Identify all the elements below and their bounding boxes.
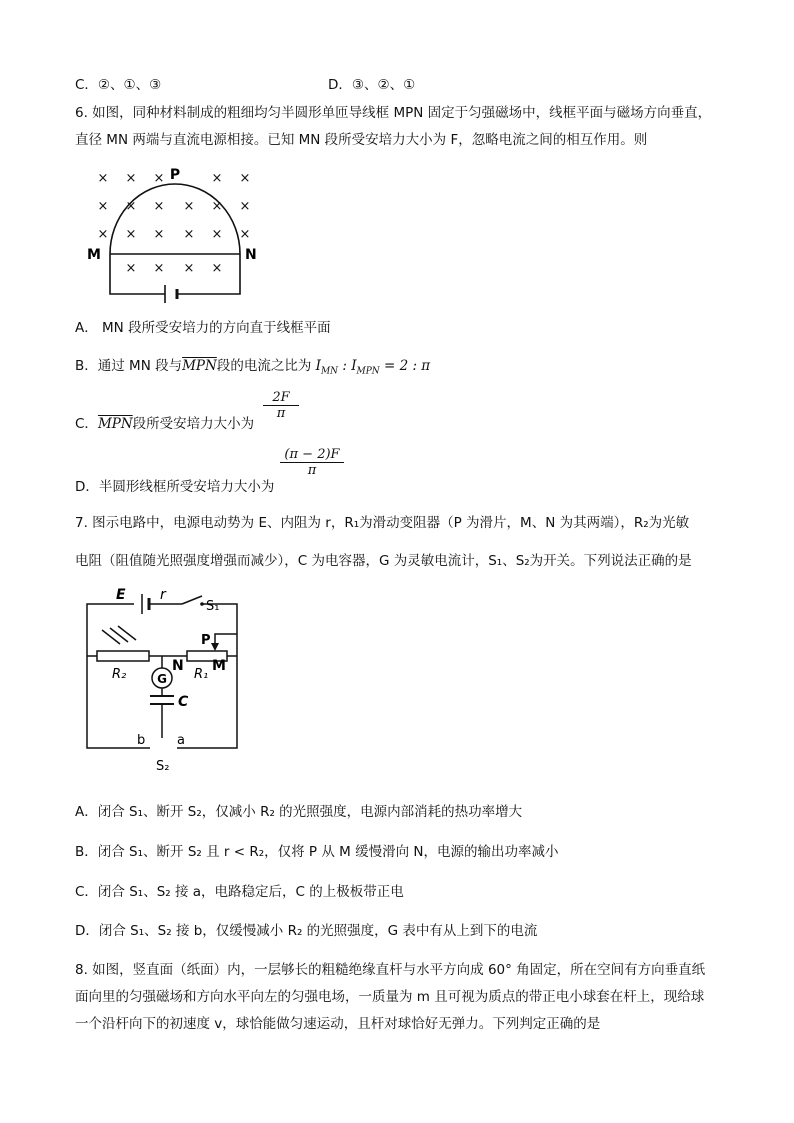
svg-text:×: ×	[97, 227, 109, 242]
arc-mpn: $\overline{MPN}$	[182, 358, 217, 374]
q6-option-d: D．半圆形线框所受安培力大小为	[75, 479, 275, 495]
svg-text:×: ×	[183, 199, 195, 214]
svg-text:C: C	[178, 694, 189, 710]
q6-option-b-prefix: B．通过 MN 段与	[75, 358, 183, 374]
svg-text:×: ×	[153, 227, 165, 242]
svg-text:S₂: S₂	[156, 759, 170, 774]
current-ratio: $I_{MN}$ : $I_{MPN} = 2$ : π	[315, 358, 431, 377]
svg-text:×: ×	[211, 199, 223, 214]
svg-text:×: ×	[239, 171, 251, 186]
q6-stem-line2: 直径 MN 两端与直流电源相接。已知 MN 段所受安培力大小为 F，忽略电流之间的相互作用。则	[75, 132, 648, 148]
label-p: P	[169, 167, 181, 183]
svg-text:×: ×	[97, 199, 109, 214]
svg-text:×: ×	[211, 171, 223, 186]
q6-option-c-fraction: $\frac{2F}{\pi}$	[263, 390, 299, 421]
label-m: M	[87, 247, 101, 263]
svg-text:×: ×	[211, 227, 223, 242]
svg-text:×: ×	[153, 199, 165, 214]
svg-text:×: ×	[183, 261, 195, 276]
svg-text:×: ×	[97, 171, 109, 186]
svg-text:N: N	[172, 658, 184, 674]
q7-option-b: B．闭合 S₁、断开 S₂ 且 r < R₂，仅将 P 从 M 缓慢滑向 N，电源的输出功率减小	[75, 844, 559, 860]
svg-text:R₂: R₂	[112, 667, 127, 682]
q7-option-a: A．闭合 S₁、断开 S₂，仅减小 R₂ 的光照强度，电源内部消耗的热功率增大	[75, 804, 523, 820]
galvanometer-label: G	[157, 672, 167, 686]
svg-text:b: b	[137, 733, 146, 748]
svg-text:×: ×	[125, 227, 137, 242]
svg-text:×: ×	[125, 171, 137, 186]
svg-text:S₁: S₁	[206, 599, 220, 614]
arc-mpn: $\overline{MPN}$	[97, 416, 133, 432]
svg-text:×: ×	[239, 199, 251, 214]
q6-option-c: C．$\overline{MPN}$段所受安培力大小为	[75, 416, 255, 432]
q7-option-c: C．闭合 S₁、S₂ 接 a，电路稳定后，C 的上极板带正电	[75, 884, 404, 900]
q6-option-a: A． MN 段所受安培力的方向直于线框平面	[75, 320, 331, 336]
q7-circuit-figure	[82, 588, 252, 778]
svg-text:×: ×	[125, 199, 137, 214]
svg-text:P: P	[201, 633, 211, 648]
svg-text:a: a	[177, 733, 185, 748]
q7-stem-line1: 7. 图示电路中，电源电动势为 E、内阻为 r，R₁为滑动变阻器（P 为滑片，M、N 为其两端），R₂为光敏	[75, 515, 690, 531]
q5-option-d: D．③、②、①	[328, 77, 416, 93]
svg-text:×: ×	[239, 227, 251, 242]
q8-stem-line1: 8. 如图，竖直面（纸面）内，一层够长的粗糙绝缘直杆与水平方向成 60° 角固定，所在空间有方向垂直纸	[75, 962, 706, 978]
q6-option-d-fraction: $\frac{(\pi - 2)F}{\pi}$	[280, 447, 344, 478]
svg-text:M: M	[212, 658, 226, 674]
svg-text:E: E	[116, 588, 126, 603]
svg-text:×: ×	[125, 261, 137, 276]
q6-magnetic-field-crosses	[98, 171, 251, 276]
q6-figure-semicircle-frame	[85, 164, 265, 304]
q8-stem-line3: 一个沿杆向下的初速度 v，球恰能做匀速运动，且杆对球恰好无弹力。下列判定正确的是	[75, 1016, 601, 1032]
svg-text:×: ×	[153, 261, 165, 276]
q6-option-b-mid: 段的电流之比为	[216, 358, 312, 374]
q7-stem-line2: 电阻（阻值随光照强度增强而减少），C 为电容器，G 为灵敏电流计，S₁、S₂为开关。下列说法正确的是	[75, 553, 692, 569]
q6-stem-line1: 6. 如图，同种材料制成的粗细均匀半圆形单匝导线框 MPN 固定于匀强磁场中，线框平面与磁场方向垂直，	[75, 105, 712, 121]
q5-option-c: C．②、①、③	[75, 77, 162, 93]
svg-text:r: r	[160, 588, 166, 603]
svg-text:×: ×	[153, 171, 165, 186]
q7-option-d: D．闭合 S₁、S₂ 接 b，仅缓慢减小 R₂ 的光照强度，G 表中有从上到下的电流	[75, 923, 538, 939]
svg-text:R₁: R₁	[194, 667, 209, 682]
svg-text:×: ×	[183, 227, 195, 242]
svg-text:×: ×	[211, 261, 223, 276]
q8-stem-line2: 面向里的匀强磁场和方向水平向左的匀强电场，一质量为 m 且可视为质点的带正电小球套在杆上，现给球	[75, 989, 705, 1005]
q6-option-b	[75, 356, 430, 382]
label-n: N	[245, 247, 257, 263]
